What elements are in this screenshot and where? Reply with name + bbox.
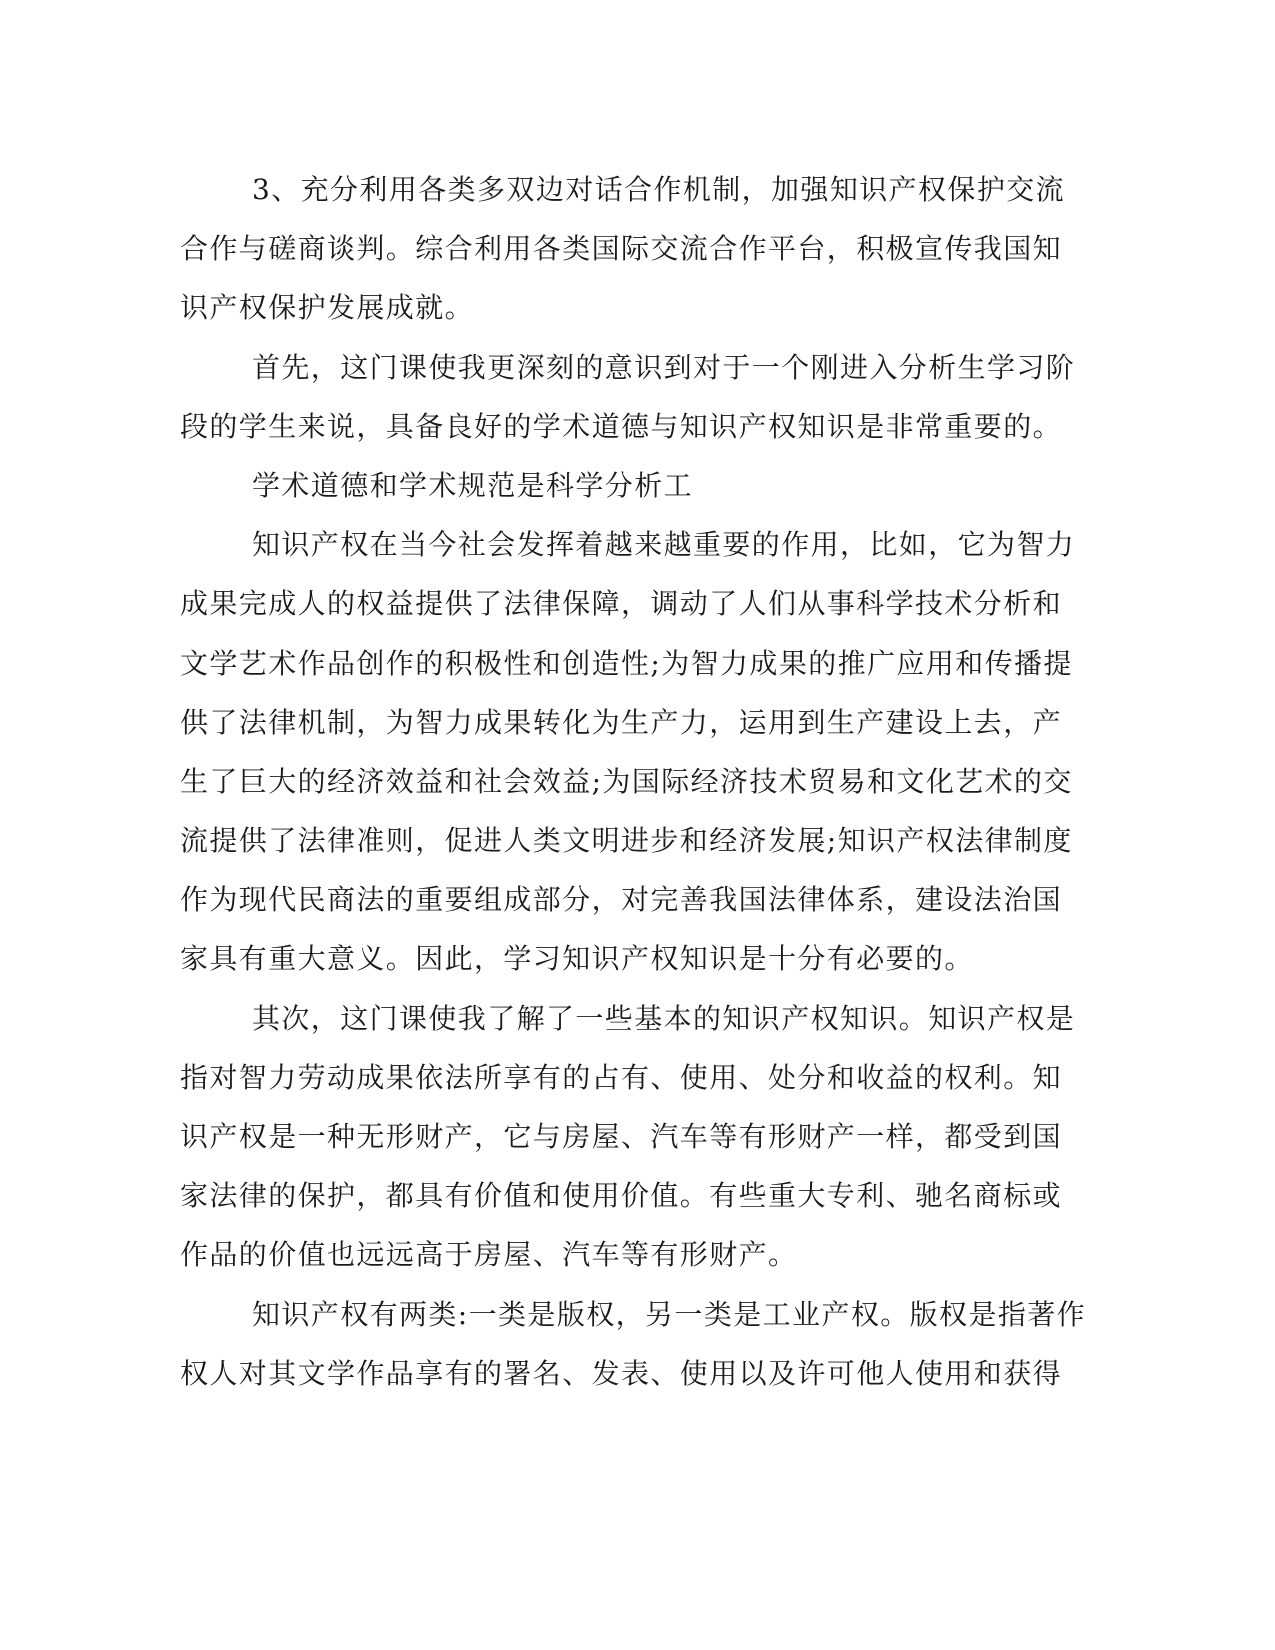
text-line: 知识产权在当今社会发挥着越来越重要的作用，比如，它为智力 bbox=[252, 528, 1076, 562]
text-line: 指对智力劳动成果依法所享有的占有、使用、处分和收益的权利。知 bbox=[180, 1060, 1063, 1094]
text-line: 供了法律机制，为智力成果转化为生产力，运用到生产建设上去，产 bbox=[180, 705, 1063, 739]
text-line: 3、充分利用各类多双边对话合作机制，加强知识产权保护交流 bbox=[252, 173, 1066, 206]
text-line: 家法律的保护，都具有价值和使用价值。有些重大专利、驰名商标或 bbox=[180, 1179, 1063, 1213]
text-line: 首先，这门课使我更深刻的意识到对于一个刚进入分析生学习阶 bbox=[252, 350, 1076, 384]
text-line: 文学艺术作品创作的积极性和创造性;为智力成果的推广应用和传播提 bbox=[180, 646, 1073, 680]
text-line: 识产权是一种无形财产，它与房屋、汽车等有形财产一样，都受到国 bbox=[180, 1120, 1063, 1153]
text-line: 识产权保护发展成就。 bbox=[180, 291, 475, 325]
text-line: 作为现代民商法的重要组成部分，对完善我国法律体系，建设法治国 bbox=[180, 883, 1063, 917]
text-line: 学术道德和学术规范是科学分析工 bbox=[252, 468, 694, 502]
text-line: 家具有重大意义。因此，学习知识产权知识是十分有必要的。 bbox=[180, 942, 974, 976]
text-line: 生了巨大的经济效益和社会效益;为国际经济技术贸易和文化艺术的交 bbox=[180, 764, 1073, 798]
text-line: 成果完成人的权益提供了法律保障，调动了人们从事科学技术分析和 bbox=[180, 587, 1063, 621]
document-body bbox=[180, 160, 1087, 1403]
text-line: 合作与磋商谈判。综合利用各类国际交流合作平台，积极宣传我国知 bbox=[180, 232, 1063, 266]
text-line: 权人对其文学作品享有的署名、发表、使用以及许可他人使用和获得 bbox=[180, 1356, 1063, 1390]
text-line: 作品的价值也远远高于房屋、汽车等有形财产。 bbox=[180, 1238, 798, 1272]
text-line: 流提供了法律准则，促进人类文明进步和经济发展;知识产权法律制度 bbox=[180, 824, 1073, 858]
text-line: 段的学生来说，具备良好的学术道德与知识产权知识是非常重要的。 bbox=[180, 409, 1063, 443]
text-line: 知识产权有两类:一类是版权，另一类是工业产权。版权是指著作 bbox=[252, 1297, 1087, 1331]
text-line: 其次，这门课使我了解了一些基本的知识产权知识。知识产权是 bbox=[252, 1001, 1076, 1035]
